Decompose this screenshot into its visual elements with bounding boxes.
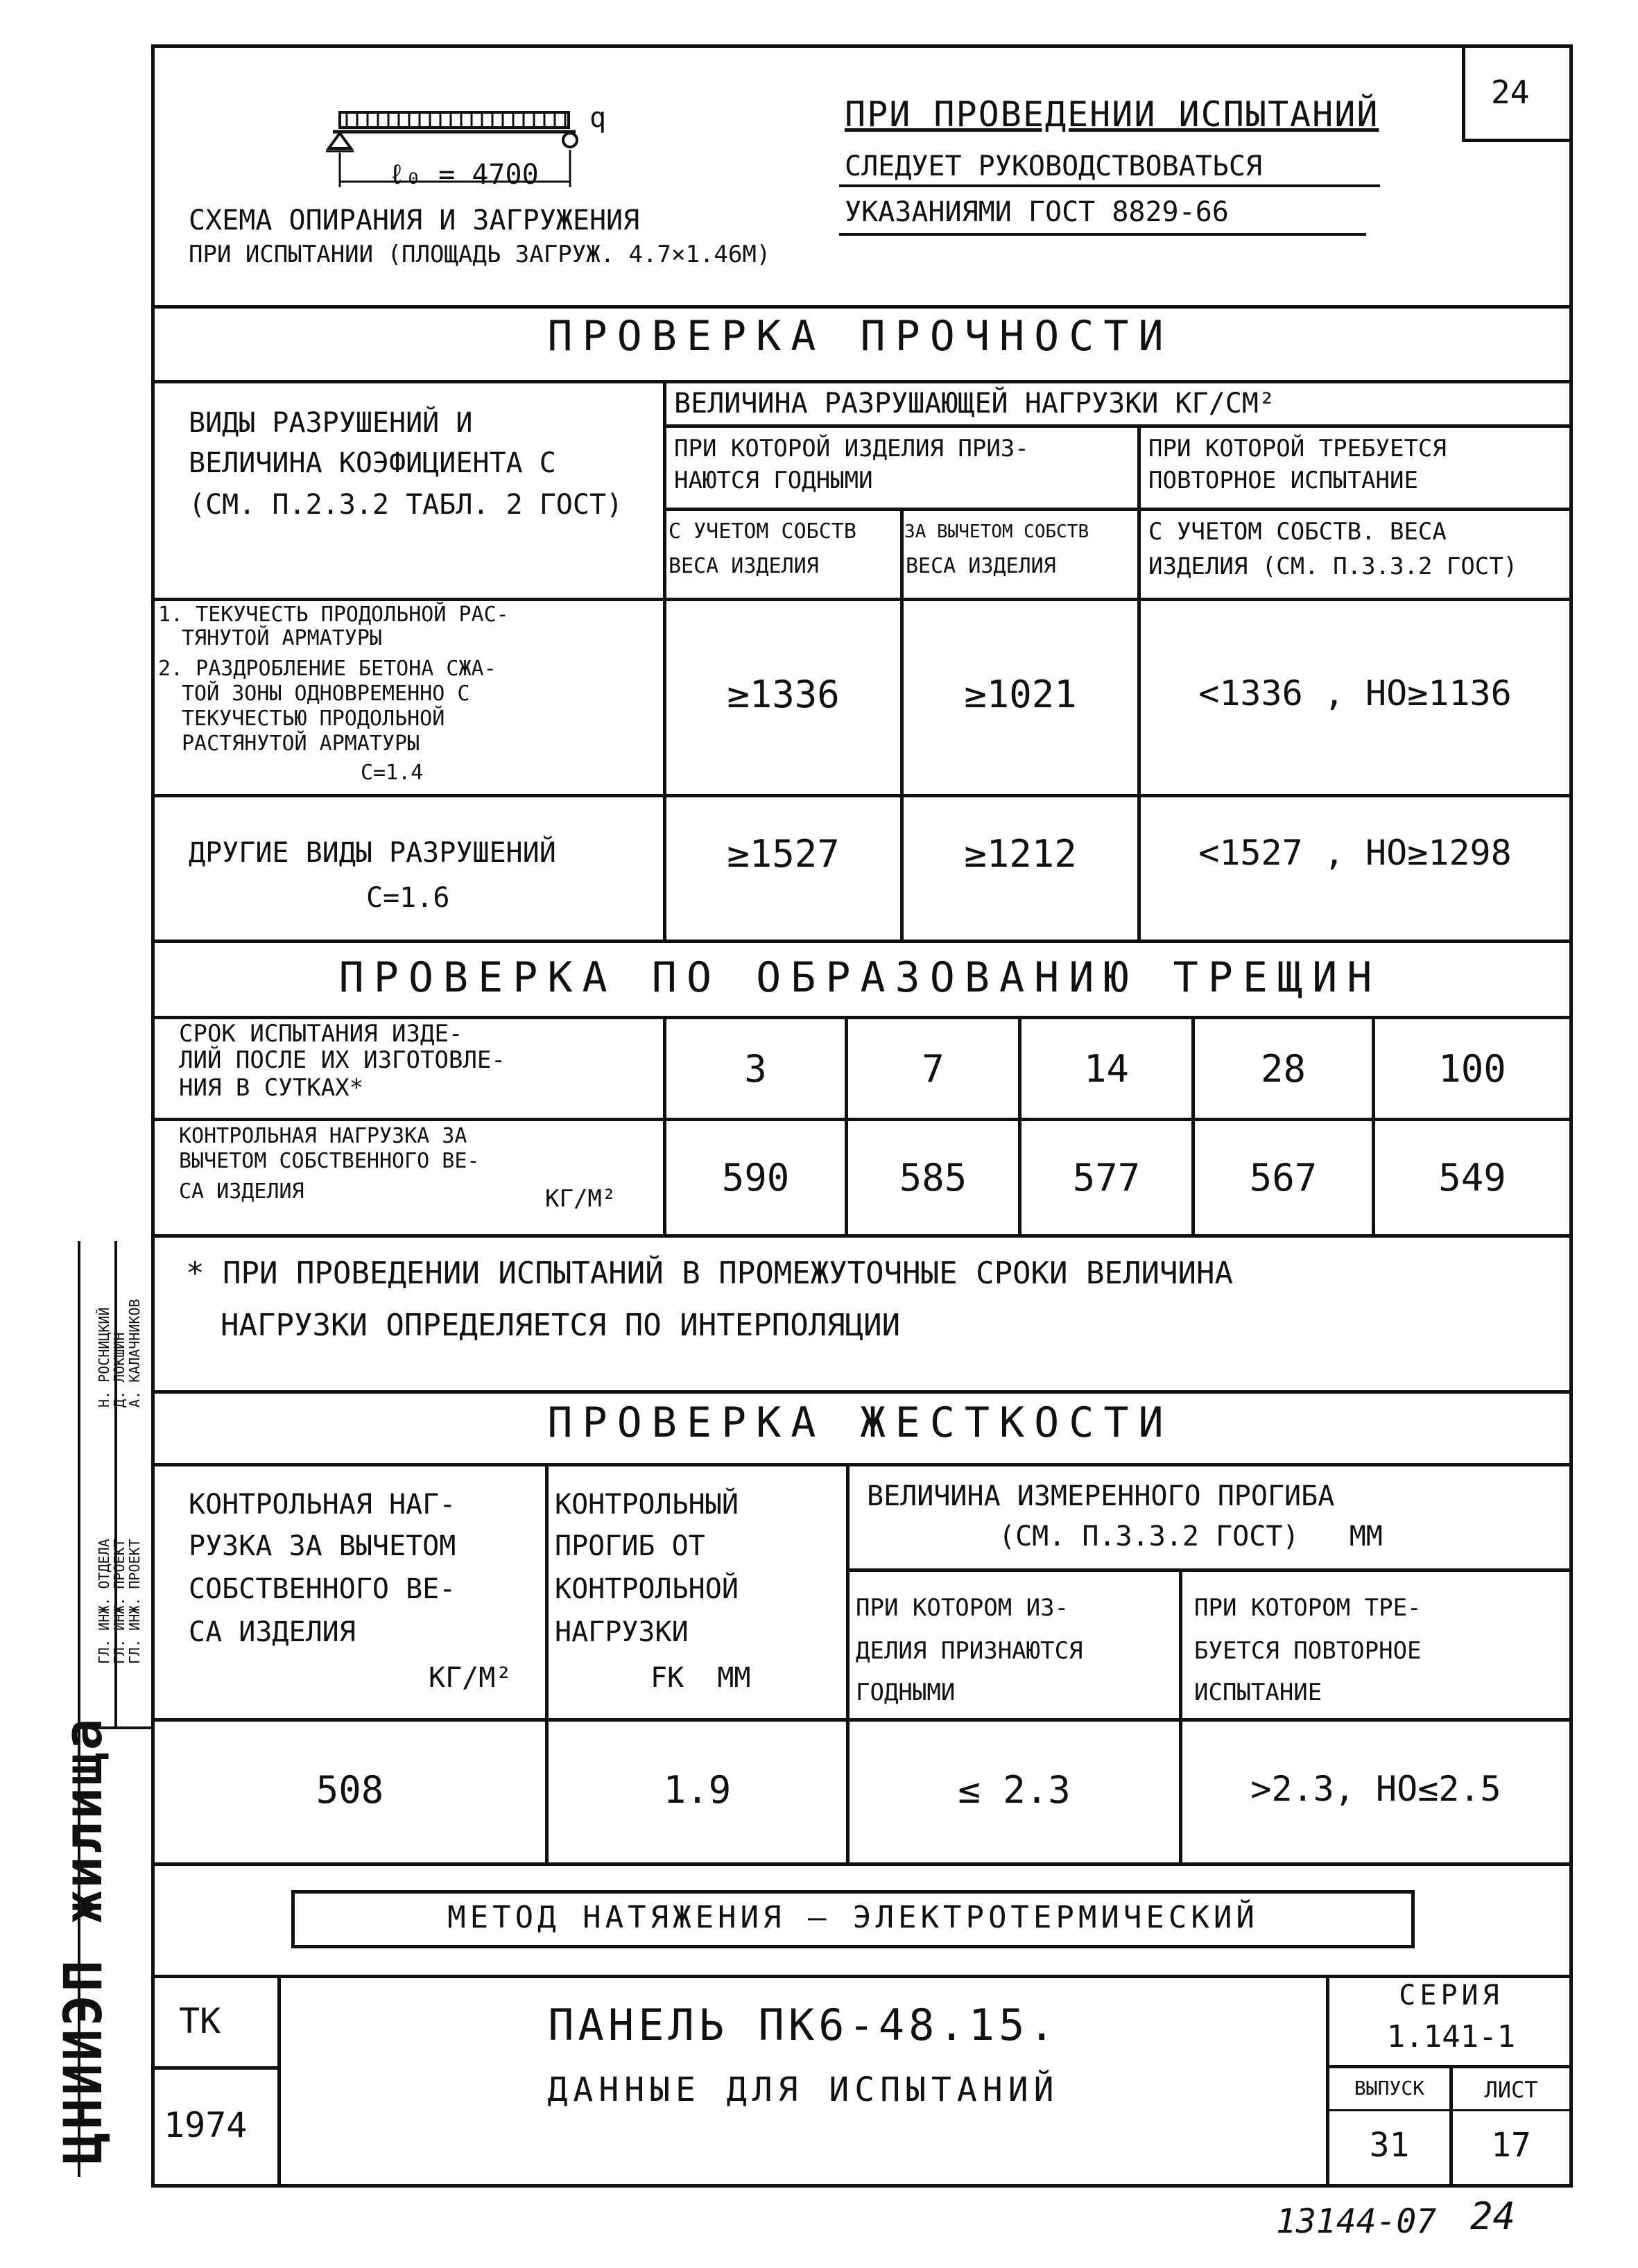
stiffness-col3a-3: ГОДНЫМИ bbox=[856, 1679, 956, 1706]
strength-col-without-1: ЗА ВЫЧЕТОМ СОБСТВ bbox=[904, 521, 1089, 542]
crack-load-unit: КГ/М² bbox=[545, 1185, 617, 1213]
side-role-3: ГЛ. ИНЖ. ПРОЕКТ bbox=[126, 1539, 143, 1664]
strength-col-types-1: ВИДЫ РАЗРУШЕНИЙ И bbox=[189, 407, 473, 439]
crack-day-100: 100 bbox=[1438, 1047, 1506, 1091]
method-text: МЕТОД НАТЯЖЕНИЯ – ЭЛЕКТРОТЕРМИЧЕСКИЙ bbox=[447, 1900, 1259, 1935]
load-label: q bbox=[589, 102, 607, 134]
title-year: 1974 bbox=[164, 2105, 248, 2145]
strength-row1-3: 2. РАЗДРОБЛЕНИЕ БЕТОНА СЖА- bbox=[158, 657, 497, 681]
strength-row1-with: ≥1336 bbox=[727, 673, 840, 716]
title-tk: ТК bbox=[179, 2001, 221, 2041]
stiffness-col2-1: КОНТРОЛЬНЫЙ bbox=[555, 1489, 739, 1521]
strength-col-types-2: ВЕЛИЧИНА КОЭФИЦИЕНТА С bbox=[189, 447, 556, 479]
crack-load-549: 549 bbox=[1438, 1156, 1506, 1200]
stiffness-col3-1: ВЕЛИЧИНА ИЗМЕРЕННОГО ПРОГИБА bbox=[867, 1480, 1335, 1512]
stiffness-col3b-2: БУЕТСЯ ПОВТОРНОЕ bbox=[1194, 1637, 1422, 1665]
strength-col-retest-with-2: ИЗДЕЛИЯ (СМ. П.3.3.2 ГОСТ) bbox=[1148, 553, 1518, 580]
strength-row2-with: ≥1527 bbox=[727, 832, 840, 876]
scheme-caption-2: ПРИ ИСПЫТАНИИ (ПЛОЩАДЬ ЗАГРУЖ. 4.7×1.46М) bbox=[189, 241, 771, 268]
crack-load-label-3: СА ИЗДЕЛИЯ bbox=[179, 1179, 304, 1204]
strength-col-retest-with-1: С УЧЕТОМ СОБСТВ. ВЕСА bbox=[1148, 518, 1447, 546]
crack-title: ПРОВЕРКА ПО ОБРАЗОВАНИЮ ТРЕЩИН bbox=[338, 953, 1382, 1002]
strength-row2-2: С=1.6 bbox=[366, 882, 450, 914]
strength-col-without-2: ВЕСА ИЗДЕЛИЯ bbox=[906, 554, 1056, 578]
strength-col-with-1: С УЧЕТОМ СОБСТВ bbox=[669, 519, 856, 544]
frame-top bbox=[151, 44, 1573, 48]
stiffness-col1-4: СА ИЗДЕЛИЯ bbox=[189, 1616, 356, 1648]
stiffness-col2-3: КОНТРОЛЬНОЙ bbox=[555, 1573, 739, 1605]
crack-day-14: 14 bbox=[1083, 1047, 1130, 1091]
strength-row2-without: ≥1212 bbox=[964, 832, 1077, 876]
strength-row2-retest: <1527 , НО≥1298 bbox=[1198, 833, 1512, 873]
strength-row1-without: ≥1021 bbox=[964, 673, 1077, 716]
note-line-1: ПРИ ПРОВЕДЕНИИ ИСПЫТАНИЙ bbox=[845, 94, 1379, 135]
strength-row2-1: ДРУГИЕ ВИДЫ РАЗРУШЕНИЙ bbox=[189, 837, 556, 869]
strength-row1-2: ТЯНУТОЙ АРМАТУРЫ bbox=[182, 626, 382, 650]
stiffness-col2-unit: FК ММ bbox=[650, 1662, 751, 1694]
title-line-1: ПАНЕЛЬ ПК6-48.15. bbox=[548, 2000, 1059, 2050]
note-line-3: УКАЗАНИЯМИ ГОСТ 8829-66 bbox=[845, 196, 1229, 228]
side-name-3: А. КАЛАЧНИКОВ bbox=[126, 1299, 143, 1408]
side-name-1: Н. РОСНИЦКИЙ bbox=[96, 1307, 112, 1408]
crack-load-label-1: КОНТРОЛЬНАЯ НАГРУЗКА ЗА bbox=[179, 1124, 467, 1148]
sheet-label: ЛИСТ bbox=[1484, 2077, 1538, 2103]
side-name-2: Д. ЛОКШИН bbox=[111, 1332, 128, 1408]
bottom-code: 13144-07 bbox=[1276, 2202, 1437, 2241]
stiffness-val-good: ≤ 2.3 bbox=[958, 1768, 1071, 1812]
stiffness-col3b-1: ПРИ КОТОРОМ ТРЕ- bbox=[1194, 1594, 1422, 1622]
crack-days-label-1: СРОК ИСПЫТАНИЯ ИЗДЕ- bbox=[179, 1020, 463, 1048]
title-line-2: ДАННЫЕ ДЛЯ ИСПЫТАНИЙ bbox=[547, 2070, 1060, 2109]
crack-load-585: 585 bbox=[899, 1156, 967, 1200]
issue-label: ВЫПУСК bbox=[1354, 2077, 1425, 2100]
crack-footnote-1: * ПРИ ПРОВЕДЕНИИ ИСПЫТАНИЙ В ПРОМЕЖУТОЧНЫЕ СРОКИ ВЕЛИЧИНА bbox=[186, 1256, 1233, 1291]
crack-day-3: 3 bbox=[744, 1047, 767, 1091]
crack-days-label-2: ЛИЙ ПОСЛЕ ИХ ИЗГОТОВЛЕ- bbox=[179, 1046, 506, 1074]
stiffness-col3a-2: ДЕЛИЯ ПРИЗНАЮТСЯ bbox=[856, 1637, 1083, 1665]
sheet-value: 17 bbox=[1491, 2126, 1531, 2165]
stiffness-col2-4: НАГРУЗКИ bbox=[555, 1616, 689, 1648]
bottom-sheet: 24 bbox=[1470, 2195, 1516, 2238]
stiffness-col2-2: ПРОГИБ ОТ bbox=[555, 1530, 705, 1562]
crack-load-577: 577 bbox=[1072, 1156, 1141, 1200]
strength-row1-retest: <1336 , НО≥1136 bbox=[1198, 673, 1512, 713]
span-label: ℓ₀ = 4700 bbox=[388, 159, 539, 191]
crack-footnote-2: НАГРУЗКИ ОПРЕДЕЛЯЕТСЯ ПО ИНТЕРПОЛЯЦИИ bbox=[221, 1308, 901, 1343]
strength-col-load: ВЕЛИЧИНА РАЗРУШАЮЩЕЙ НАГРУЗКИ КГ/СМ² bbox=[674, 388, 1275, 419]
strength-col-good-2: НАЮТСЯ ГОДНЫМИ bbox=[674, 467, 873, 494]
note-line-2: СЛЕДУЕТ РУКОВОДСТВОВАТЬСЯ bbox=[845, 150, 1263, 182]
crack-day-28: 28 bbox=[1260, 1047, 1307, 1091]
frame-bottom bbox=[151, 2184, 1573, 2188]
strength-row1-4: ТОЙ ЗОНЫ ОДНОВРЕМЕННО С bbox=[182, 682, 470, 706]
sheet-number-top: 24 bbox=[1491, 73, 1530, 111]
series-value: 1.141-1 bbox=[1386, 2019, 1516, 2054]
stiffness-col3-2: (СМ. П.3.3.2 ГОСТ) ММ bbox=[999, 1521, 1383, 1552]
stiffness-col1-unit: КГ/М² bbox=[429, 1662, 512, 1694]
strength-col-with-2: ВЕСА ИЗДЕЛИЯ bbox=[669, 554, 819, 578]
side-stamp-org: ЦНИИЭП жилища bbox=[52, 1715, 114, 2165]
stiffness-col1-3: СОБСТВЕННОГО ВЕ- bbox=[189, 1573, 456, 1605]
crack-load-567: 567 bbox=[1249, 1156, 1318, 1200]
crack-days-label-3: НИЯ В СУТКАХ* bbox=[179, 1074, 364, 1102]
side-role-1: ГЛ. ИНЖ. ОТДЕЛА bbox=[96, 1539, 112, 1664]
strength-col-retest-2: ПОВТОРНОЕ ИСПЫТАНИЕ bbox=[1148, 467, 1418, 494]
stiffness-val-load: 508 bbox=[316, 1768, 384, 1812]
stiffness-val-retest: >2.3, НО≤2.5 bbox=[1250, 1769, 1501, 1809]
scheme-caption-1: СХЕМА ОПИРАНИЯ И ЗАГРУЖЕНИЯ bbox=[189, 205, 640, 236]
stiffness-col3b-3: ИСПЫТАНИЕ bbox=[1194, 1679, 1322, 1706]
stiffness-title: ПРОВЕРКА ЖЕСТКОСТИ bbox=[547, 1399, 1173, 1447]
stiffness-val-deflection: 1.9 bbox=[663, 1768, 732, 1812]
strength-row1-6: РАСТЯНУТОЙ АРМАТУРЫ bbox=[182, 732, 420, 756]
crack-load-590: 590 bbox=[721, 1156, 790, 1200]
crack-day-7: 7 bbox=[922, 1047, 945, 1091]
crack-load-label-2: ВЫЧЕТОМ СОБСТВЕННОГО ВЕ- bbox=[179, 1149, 480, 1173]
strength-col-good-1: ПРИ КОТОРОЙ ИЗДЕЛИЯ ПРИЗ- bbox=[674, 435, 1029, 462]
strength-row1-1: 1. ТЕКУЧЕСТЬ ПРОДОЛЬНОЙ РАС- bbox=[158, 603, 509, 627]
strength-row1-5: ТЕКУЧЕСТЬЮ ПРОДОЛЬНОЙ bbox=[182, 707, 445, 731]
stiffness-col1-2: РУЗКА ЗА ВЫЧЕТОМ bbox=[189, 1530, 456, 1562]
series-label: СЕРИЯ bbox=[1399, 1980, 1503, 2011]
stiffness-col3a-1: ПРИ КОТОРОМ ИЗ- bbox=[856, 1594, 1069, 1622]
strength-col-retest-1: ПРИ КОТОРОЙ ТРЕБУЕТСЯ bbox=[1148, 435, 1447, 462]
issue-value: 31 bbox=[1369, 2126, 1410, 2165]
stiffness-col1-1: КОНТРОЛЬНАЯ НАГ- bbox=[189, 1489, 456, 1521]
side-role-2: ГЛ. ИНЖ. ПРОЕКТ bbox=[111, 1539, 128, 1664]
strength-title: ПРОВЕРКА ПРОЧНОСТИ bbox=[547, 312, 1173, 361]
strength-col-types-3: (СМ. П.2.3.2 ТАБЛ. 2 ГОСТ) bbox=[189, 489, 623, 521]
strength-row1-7: С=1.4 bbox=[361, 761, 424, 785]
